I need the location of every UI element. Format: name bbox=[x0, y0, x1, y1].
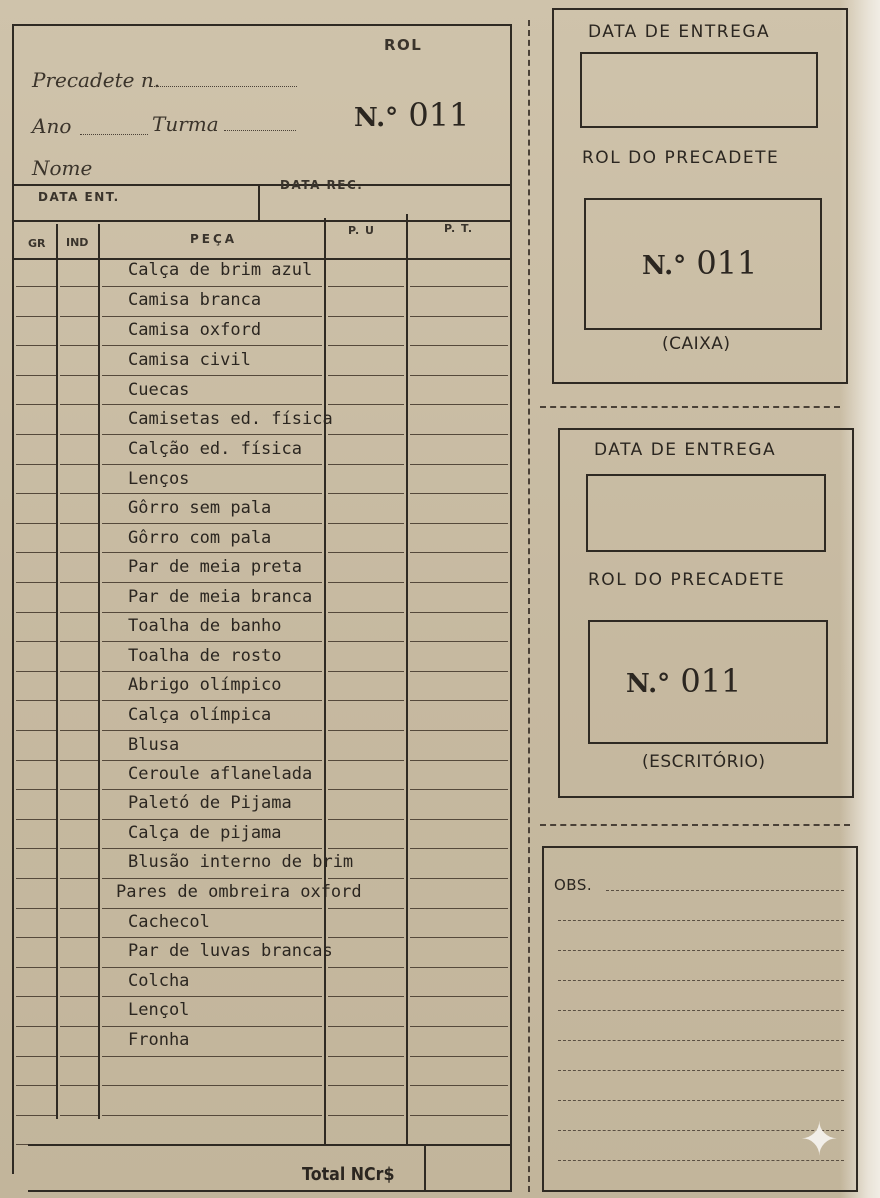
col-ind: IND bbox=[66, 236, 89, 249]
list-item[interactable]: Toalha de rosto bbox=[128, 646, 282, 666]
row-line bbox=[328, 1026, 404, 1027]
form-number-prefix: N.° bbox=[354, 103, 399, 133]
perforation-vertical bbox=[528, 20, 530, 1192]
row-line bbox=[328, 848, 404, 849]
row-line bbox=[16, 493, 56, 494]
row-line bbox=[60, 848, 98, 849]
row-line bbox=[410, 937, 508, 938]
row-line bbox=[328, 967, 404, 968]
row-line bbox=[16, 937, 56, 938]
stub-escritorio-number-value: 011 bbox=[680, 662, 742, 700]
list-item[interactable]: Calça de pijama bbox=[128, 823, 282, 843]
list-item[interactable]: Par de luvas brancas bbox=[128, 941, 333, 961]
row-line bbox=[102, 345, 322, 346]
stub-caixa-data-field[interactable] bbox=[580, 52, 818, 128]
row-line bbox=[102, 375, 322, 376]
turma-label: Turma bbox=[152, 112, 219, 136]
row-line bbox=[410, 819, 508, 820]
row-line bbox=[102, 1115, 322, 1116]
row-line bbox=[102, 700, 322, 701]
row-line bbox=[328, 996, 404, 997]
stub-caixa-data-label: DATA DE ENTREGA bbox=[588, 22, 771, 42]
row-line bbox=[16, 523, 56, 524]
precadete-field[interactable] bbox=[152, 86, 297, 87]
row-line bbox=[60, 789, 98, 790]
nome-label: Nome bbox=[32, 156, 93, 180]
nome-line bbox=[12, 184, 510, 186]
row-line bbox=[410, 404, 508, 405]
row-line bbox=[16, 848, 56, 849]
row-line bbox=[410, 316, 508, 317]
row-line bbox=[102, 1085, 322, 1086]
row-line bbox=[16, 1085, 56, 1086]
ano-label: Ano bbox=[32, 114, 72, 138]
row-line bbox=[328, 819, 404, 820]
row-line bbox=[102, 878, 322, 879]
list-item[interactable]: Calça olímpica bbox=[128, 705, 272, 725]
total-right-border bbox=[510, 1146, 512, 1192]
total-divider bbox=[424, 1146, 426, 1192]
row-line bbox=[60, 967, 98, 968]
row-line bbox=[16, 996, 56, 997]
form-left-border bbox=[12, 24, 14, 1174]
row-line bbox=[102, 671, 322, 672]
row-line bbox=[410, 1026, 508, 1027]
row-line bbox=[328, 286, 404, 287]
row-line bbox=[102, 996, 322, 997]
row-line bbox=[410, 464, 508, 465]
row-line bbox=[60, 493, 98, 494]
row-line bbox=[410, 878, 508, 879]
row-line bbox=[16, 908, 56, 909]
list-item[interactable]: Toalha de banho bbox=[128, 616, 282, 636]
row-line bbox=[328, 671, 404, 672]
row-line bbox=[60, 1026, 98, 1027]
row-line bbox=[410, 493, 508, 494]
list-item[interactable]: Lenços bbox=[128, 469, 190, 489]
row-line bbox=[328, 789, 404, 790]
row-line bbox=[102, 552, 322, 553]
col-gr: GR bbox=[28, 237, 46, 250]
row-line bbox=[60, 286, 98, 287]
row-line bbox=[102, 404, 322, 405]
row-line bbox=[410, 1115, 508, 1116]
row-line bbox=[16, 582, 56, 583]
obs-line[interactable] bbox=[558, 1070, 844, 1071]
col-peca: PEÇA bbox=[190, 232, 238, 246]
col-line-1 bbox=[56, 224, 58, 1119]
row-line bbox=[60, 671, 98, 672]
turma-field[interactable] bbox=[224, 130, 296, 131]
list-item[interactable]: Calça de brim azul bbox=[128, 260, 313, 280]
list-item[interactable]: Calção ed. física bbox=[128, 439, 302, 459]
stub-escritorio-number-box bbox=[588, 620, 828, 744]
perforation-horizontal-2 bbox=[540, 824, 850, 826]
row-line bbox=[16, 730, 56, 731]
row-line bbox=[60, 552, 98, 553]
row-line bbox=[102, 819, 322, 820]
row-line bbox=[16, 641, 56, 642]
row-line bbox=[410, 345, 508, 346]
row-line bbox=[16, 700, 56, 701]
list-item[interactable]: Cuecas bbox=[128, 380, 190, 400]
row-line bbox=[16, 671, 56, 672]
row-line bbox=[328, 493, 404, 494]
list-item[interactable]: Lençol bbox=[128, 1000, 190, 1020]
row-line bbox=[16, 789, 56, 790]
row-line bbox=[102, 789, 322, 790]
row-line bbox=[410, 730, 508, 731]
obs-label: OBS. bbox=[554, 876, 593, 894]
row-line bbox=[16, 612, 56, 613]
row-line bbox=[328, 730, 404, 731]
row-line bbox=[16, 434, 56, 435]
list-item[interactable]: Gôrro sem pala bbox=[128, 498, 272, 518]
list-item[interactable]: Gôrro com pala bbox=[128, 528, 272, 548]
row-line bbox=[60, 819, 98, 820]
row-line bbox=[60, 700, 98, 701]
list-item[interactable]: Camisa branca bbox=[128, 290, 262, 310]
list-item[interactable]: Pares de ombreira oxford bbox=[116, 882, 362, 902]
row-line bbox=[16, 967, 56, 968]
row-line bbox=[16, 464, 56, 465]
row-line bbox=[102, 760, 322, 761]
stub-escritorio-destino: (ESCRITÓRIO) bbox=[642, 752, 766, 772]
stub-escritorio-number-prefix: N.° bbox=[626, 669, 671, 699]
row-line bbox=[16, 760, 56, 761]
col-line-3 bbox=[324, 218, 326, 1146]
list-item[interactable]: Paletó de Pijama bbox=[128, 793, 292, 813]
sparkle-icon: ✦ bbox=[800, 1112, 839, 1166]
stub-escritorio-data-label: DATA DE ENTREGA bbox=[594, 440, 777, 460]
perforation-horizontal-1 bbox=[540, 406, 840, 408]
stub-escritorio-data-field[interactable] bbox=[586, 474, 826, 552]
row-line bbox=[102, 641, 322, 642]
list-item[interactable]: Colcha bbox=[128, 971, 190, 991]
row-line bbox=[60, 375, 98, 376]
list-item[interactable]: Par de meia branca bbox=[128, 587, 313, 607]
precadete-label: Precadete n. bbox=[32, 68, 161, 92]
row-line bbox=[410, 700, 508, 701]
row-line bbox=[60, 582, 98, 583]
list-item[interactable]: Par de meia preta bbox=[128, 557, 302, 577]
row-line bbox=[60, 878, 98, 879]
row-line bbox=[328, 700, 404, 701]
row-line bbox=[328, 937, 404, 938]
row-line bbox=[60, 345, 98, 346]
row-line bbox=[410, 967, 508, 968]
list-item[interactable]: Ceroule aflanelada bbox=[128, 764, 313, 784]
row-line bbox=[60, 996, 98, 997]
row-line bbox=[60, 612, 98, 613]
stub-caixa-destino: (CAIXA) bbox=[662, 334, 731, 354]
row-line bbox=[328, 464, 404, 465]
row-line bbox=[328, 582, 404, 583]
row-line bbox=[410, 612, 508, 613]
rol-form bbox=[12, 24, 530, 1192]
row-line bbox=[328, 1115, 404, 1116]
stub-caixa bbox=[552, 8, 848, 384]
row-line bbox=[60, 1056, 98, 1057]
row-line bbox=[16, 1115, 56, 1116]
row-line bbox=[328, 1056, 404, 1057]
row-line bbox=[60, 760, 98, 761]
row-line bbox=[102, 612, 322, 613]
row-line bbox=[328, 1085, 404, 1086]
obs-line[interactable] bbox=[558, 1100, 844, 1101]
row-line bbox=[328, 375, 404, 376]
row-line bbox=[102, 493, 322, 494]
list-item[interactable]: Camisa oxford bbox=[128, 320, 262, 340]
row-line bbox=[410, 1056, 508, 1057]
ano-field[interactable] bbox=[80, 134, 148, 135]
col-line-4 bbox=[406, 214, 408, 1146]
form-number bbox=[354, 96, 469, 134]
row-line bbox=[410, 375, 508, 376]
total-bottom-line bbox=[28, 1190, 512, 1192]
row-line bbox=[60, 908, 98, 909]
form-number-value: 011 bbox=[408, 96, 470, 134]
row-line bbox=[410, 1085, 508, 1086]
obs-line[interactable] bbox=[558, 950, 844, 951]
row-line bbox=[328, 404, 404, 405]
row-line bbox=[60, 523, 98, 524]
header-bottom-line bbox=[12, 220, 510, 222]
row-line bbox=[102, 730, 322, 731]
obs-line[interactable] bbox=[558, 980, 844, 981]
row-line bbox=[410, 434, 508, 435]
row-line bbox=[102, 1056, 322, 1057]
row-line bbox=[328, 316, 404, 317]
row-line bbox=[102, 316, 322, 317]
row-line bbox=[410, 671, 508, 672]
row-line bbox=[410, 789, 508, 790]
data-ent-label: DATA ENT. bbox=[38, 190, 120, 204]
rol-label: ROL bbox=[384, 36, 423, 54]
list-item[interactable]: Camisetas ed. física bbox=[128, 409, 333, 429]
row-line bbox=[16, 345, 56, 346]
row-line bbox=[102, 848, 322, 849]
stub-caixa-number-prefix: N.° bbox=[642, 251, 687, 281]
data-divider bbox=[258, 184, 260, 220]
row-line bbox=[60, 641, 98, 642]
col-line-2 bbox=[98, 224, 100, 1119]
stub-caixa-number bbox=[642, 244, 757, 282]
row-line bbox=[16, 878, 56, 879]
row-line bbox=[328, 760, 404, 761]
row-line bbox=[60, 1115, 98, 1116]
row-line bbox=[328, 612, 404, 613]
row-line bbox=[328, 345, 404, 346]
row-line bbox=[60, 1085, 98, 1086]
row-line bbox=[328, 641, 404, 642]
row-line bbox=[410, 641, 508, 642]
total-top-line bbox=[28, 1144, 510, 1146]
row-line bbox=[16, 552, 56, 553]
row-line bbox=[328, 878, 404, 879]
row-line bbox=[102, 967, 322, 968]
col-pt: P. T. bbox=[444, 222, 474, 235]
list-item[interactable]: Blusa bbox=[128, 735, 180, 755]
obs-line[interactable] bbox=[558, 920, 844, 921]
row-line bbox=[16, 316, 56, 317]
list-item[interactable]: Camisa civil bbox=[128, 350, 251, 370]
row-line bbox=[102, 286, 322, 287]
row-line bbox=[328, 552, 404, 553]
form-top-border bbox=[12, 24, 512, 26]
row-line bbox=[16, 375, 56, 376]
row-line bbox=[16, 404, 56, 405]
row-line bbox=[102, 908, 322, 909]
row-line bbox=[16, 819, 56, 820]
row-line bbox=[102, 937, 322, 938]
obs-line[interactable] bbox=[558, 1010, 844, 1011]
row-line bbox=[328, 908, 404, 909]
stub-caixa-number-value: 011 bbox=[696, 244, 758, 282]
row-line bbox=[328, 434, 404, 435]
row-line bbox=[60, 730, 98, 731]
stub-escritorio-number bbox=[626, 662, 741, 700]
row-line bbox=[16, 1026, 56, 1027]
list-item[interactable]: Fronha bbox=[128, 1030, 190, 1050]
stub-caixa-rol-label: ROL DO PRECADETE bbox=[582, 148, 780, 168]
stub-escritorio bbox=[558, 428, 854, 798]
row-line bbox=[60, 316, 98, 317]
row-line bbox=[410, 848, 508, 849]
row-line bbox=[102, 434, 322, 435]
row-line bbox=[410, 760, 508, 761]
total-label: Total NCr$ bbox=[302, 1164, 395, 1185]
row-line bbox=[410, 523, 508, 524]
row-line bbox=[60, 464, 98, 465]
row-line bbox=[410, 908, 508, 909]
list-item[interactable]: Abrigo olímpico bbox=[128, 675, 282, 695]
row-line bbox=[410, 582, 508, 583]
row-line bbox=[410, 286, 508, 287]
row-line bbox=[410, 552, 508, 553]
row-line bbox=[16, 286, 56, 287]
row-line bbox=[328, 523, 404, 524]
row-line bbox=[16, 1056, 56, 1057]
row-line bbox=[60, 937, 98, 938]
row-line bbox=[102, 523, 322, 524]
col-pu: P. U bbox=[348, 224, 375, 237]
row-line bbox=[102, 582, 322, 583]
stub-escritorio-rol-label: ROL DO PRECADETE bbox=[588, 570, 786, 590]
list-item[interactable]: Cachecol bbox=[128, 912, 210, 932]
row-line bbox=[60, 404, 98, 405]
row-line bbox=[102, 464, 322, 465]
row-line bbox=[410, 996, 508, 997]
row-line bbox=[102, 1026, 322, 1027]
form-right-border bbox=[510, 24, 512, 1174]
data-rec-label: DATA REC. bbox=[280, 178, 364, 192]
stub-caixa-number-box bbox=[584, 198, 822, 330]
list-item[interactable]: Blusão interno de brim bbox=[128, 852, 354, 872]
obs-line[interactable] bbox=[558, 1040, 844, 1041]
obs-line[interactable] bbox=[606, 890, 844, 891]
row-line bbox=[60, 434, 98, 435]
